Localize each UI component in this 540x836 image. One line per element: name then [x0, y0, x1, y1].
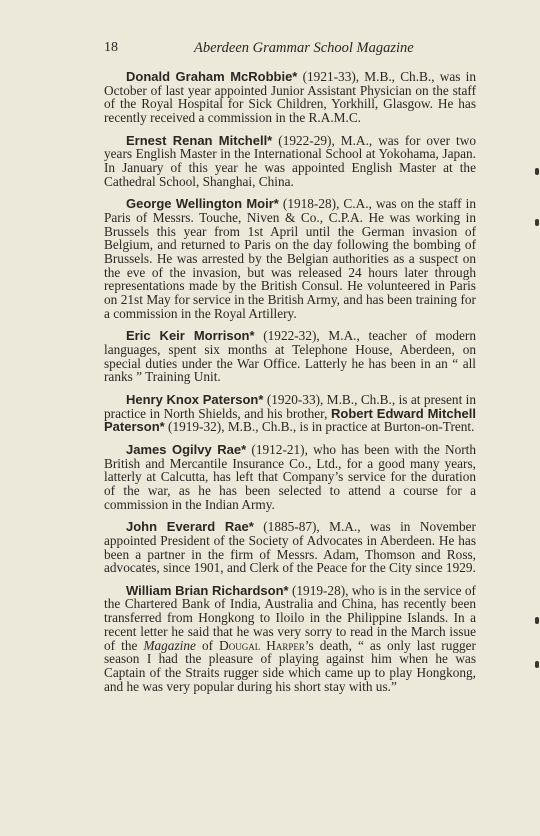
margin-speck: [535, 219, 539, 226]
entry-text: of: [195, 637, 220, 653]
page-number: 18: [104, 40, 118, 55]
margin-speck: [535, 617, 539, 624]
journal-title: Aberdeen Grammar School Magazine: [194, 40, 414, 56]
magazine-title: Magazine: [143, 637, 196, 653]
entry-mcrobbie: [104, 70, 476, 125]
entry-name-secondary: Robert Edward Mitchell Paterson*: [104, 405, 477, 435]
entry-name: George Wellington Moir*: [126, 196, 279, 212]
entry-text: (1912-21), who has been with the North British and Mercantile Insurance Co., Ltd., for a good many years, latterly at Calcutta, has left that Company’s service for the duration of the war, as he has been selected to attend a course for a commission in the Indian Army.: [104, 441, 476, 512]
entry-name: Henry Knox Paterson*: [126, 391, 264, 407]
margin-speck: [535, 168, 539, 175]
entry-name: Donald Graham McRobbie*: [126, 69, 298, 84]
entry-rae-james: [104, 443, 476, 512]
entry-name: Ernest Renan Mitchell*: [126, 132, 273, 148]
entry-text-secondary: (1919-32), M.B., Ch.B., is in practice at Burton-on-Trent.: [164, 419, 475, 435]
entry-paterson: [104, 393, 476, 434]
entry-text: (1919-28), who is in the service of the Chartered Bank of India, Australia and China, has recently been transferred from Hongkong to Iloilo in the Philippine Islands. In a recent letter he said that he was very sorry to read in the March issue of the: [104, 582, 476, 653]
entry-text: (1918-28), C.A., was on the staff in Paris of Messrs. Touche, Niven & Co., C.P.A. He was working in Brussels this year from 1st April until the German invasion of Belgium, and returned to Paris on the day following the bombing of Brussels. He was arrested by the Belgian authorities as a suspect on the eve of the invasion, but was released 24 hours later through representations made by the British Consul. He volunteered in Paris on 21st May for service in the British Army, and has been training for a commission in the Royal Artillery.: [104, 196, 476, 321]
margin-speck: [535, 661, 539, 668]
entry-name: William Brian Richardson*: [126, 582, 289, 598]
news-column: [104, 70, 476, 702]
entry-text: (1922-32), M.A., teacher of modern languages, spent six months at Telephone House, Aberdeen, on special duties under the War Office. Latterly he has been in an “ all ranks ” Training Unit.: [104, 328, 476, 385]
entry-richardson: [104, 584, 476, 694]
entry-text: (1922-29), M.A., was for over two years English Master in the International School at Yokohama, Japan. In January of this year he was appointed English Master at the Cathedral School, Shanghai, China.: [104, 132, 476, 189]
entry-mitchell: [104, 134, 476, 189]
entry-name: James Ogilvy Rae*: [126, 441, 247, 457]
entry-rae-john: [104, 520, 476, 575]
entry-name: Eric Keir Morrison*: [126, 328, 255, 344]
running-head: [104, 40, 476, 60]
person-name: Dougal Harper: [219, 637, 305, 653]
entry-morrison: [104, 329, 476, 384]
entry-text: (1921-33), M.B., Ch.B., was in October of last year appointed Junior Assistant Physician on the staff of the Royal Hospital for Sick Children, Yorkhill, Glasgow. He has recently received a commission in the R.A.M.C.: [104, 69, 477, 126]
entry-text: ’s death, “ as only last rugger season I had the pleasure of playing against him when he was Captain of the Straits rugger side which came up to play Hongkong, and he was very popular during his short stay with us.”: [104, 637, 476, 694]
entry-name: John Everard Rae*: [126, 519, 254, 535]
entry-text: (1885-87), M.A., was in November appointed President of the Society of Advocates in Aberdeen. He has been a partner in the firm of Messrs. Adam, Thomson and Ross, advocates, since 1901, and Clerk of the Peace for the City since 1929.: [104, 519, 476, 576]
entry-moir: [104, 197, 476, 320]
entry-text: (1920-33), M.B., Ch.B., is at present in practice in North Shields, and his brother,: [104, 391, 477, 421]
